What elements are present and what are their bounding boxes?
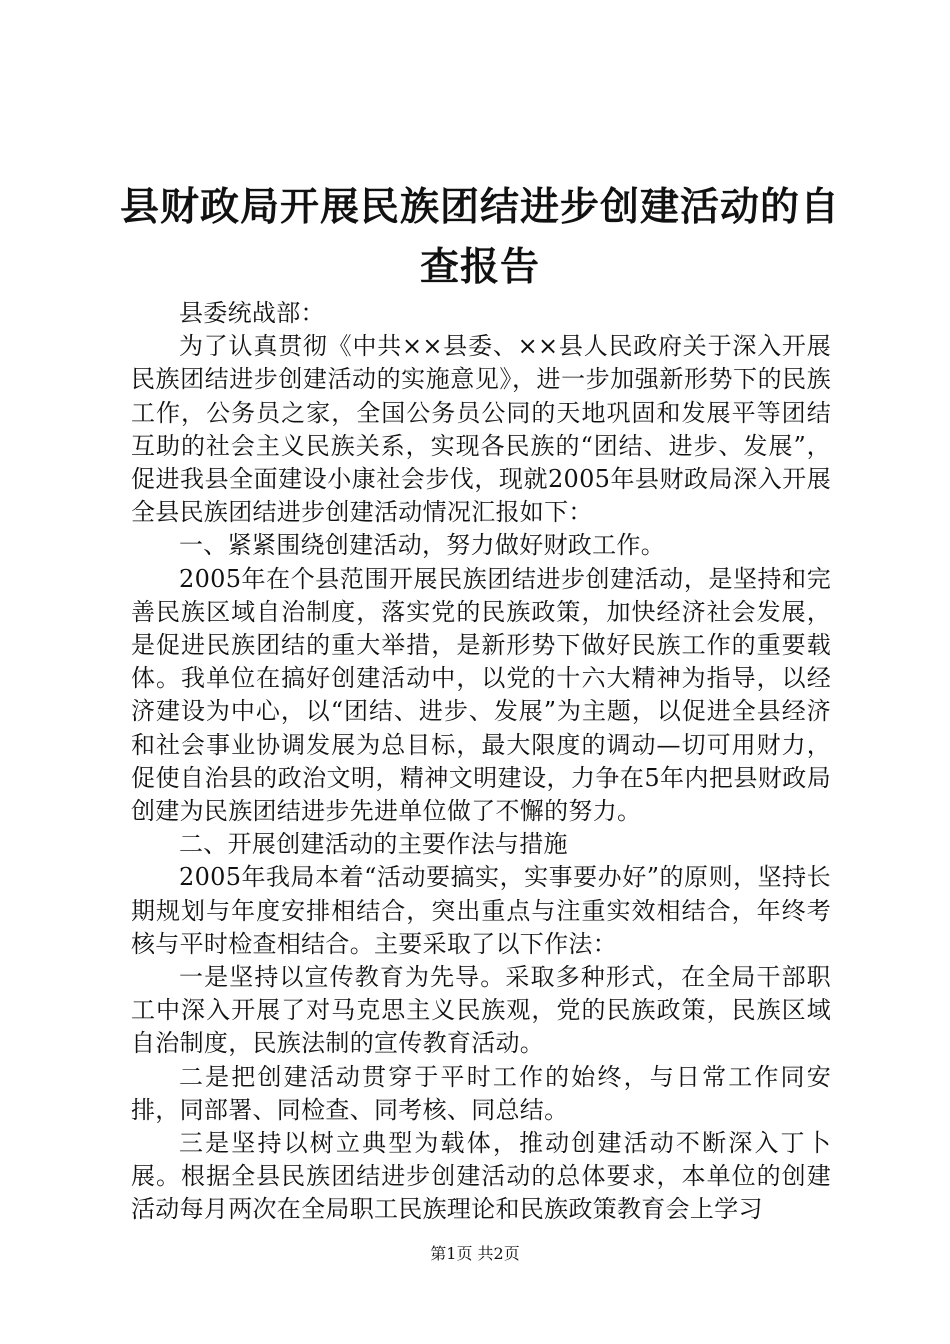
body-paragraph: 2005年我局本着“活动要搞实，实事要办好”的原则，坚持长期规划与年度安排相结合，突出重点与注重实效相结合，年终考核与平时检查相结合。主要采取了以下作法： bbox=[131, 863, 831, 958]
body-paragraph: 三是坚持以树立典型为载体，推动创建活动不断深入丁卜展。根据全县民族团结进步创建活动的总体要求，本单位的创建活动每月两次在全局职工民族理论和民族政策教育会上学习 bbox=[131, 1129, 831, 1224]
page-number: 第1页 共2页 bbox=[430, 1244, 520, 1263]
section-heading: 一、紧紧围绕创建活动，努力做好财政工作。 bbox=[179, 531, 665, 560]
document-body bbox=[131, 297, 831, 1227]
salutation: 县委统战部： bbox=[179, 299, 325, 327]
body-paragraph: 一是坚持以宣传教育为先导。采取多种形式，在全局干部职工中深入开展了对马克思主义民族观，党的民族政策，民族区域自治制度，民族法制的宣传教育活动。 bbox=[131, 963, 831, 1058]
body-paragraph: 二是把创建活动贯穿于平时工作的始终，与日常工作同安排，同部署、同检查、同考核、同总结。 bbox=[131, 1062, 831, 1124]
document-title: 县财政局开展民族团结进步创建活动的自查报告 bbox=[120, 185, 841, 290]
section-heading: 二、开展创建活动的主要作法与措施 bbox=[179, 830, 568, 859]
body-paragraph: 2005年在个县范围开展民族团结进步创建活动，是坚持和完善民族区域自治制度，落实党的民族政策，加快经济社会发展，是促进民族团结的重大举措，是新形势下做好民族工作的重要载体。我单位在搞好创建活动中，以党的十六大精神为指导，以经济建设为中心，以“团结、进步、发展”为主题，以促进全县经济和社会事业协调发展为总目标，最大限度的调动—切可用财力，促使自治县的政治文明，精神文明建设，力争在5年内把县财政局创建为民族团结进步先进单位做了不懈的努力。 bbox=[131, 564, 831, 826]
body-paragraph: 为了认真贯彻《中共××县委、××县人民政府关于深入开展民族团结进步创建活动的实施意见》，进一步加强新形势下的民族工作，公务员之家，全国公务员公同的天地巩固和发展平等团结互助的社会主义民族关系，实现各民族的“团结、进步、发展”，促进我县全面建设小康社会步伐，现就2005年县财政局深入开展全县民族团结进步创建活动情况汇报如下： bbox=[131, 332, 831, 527]
